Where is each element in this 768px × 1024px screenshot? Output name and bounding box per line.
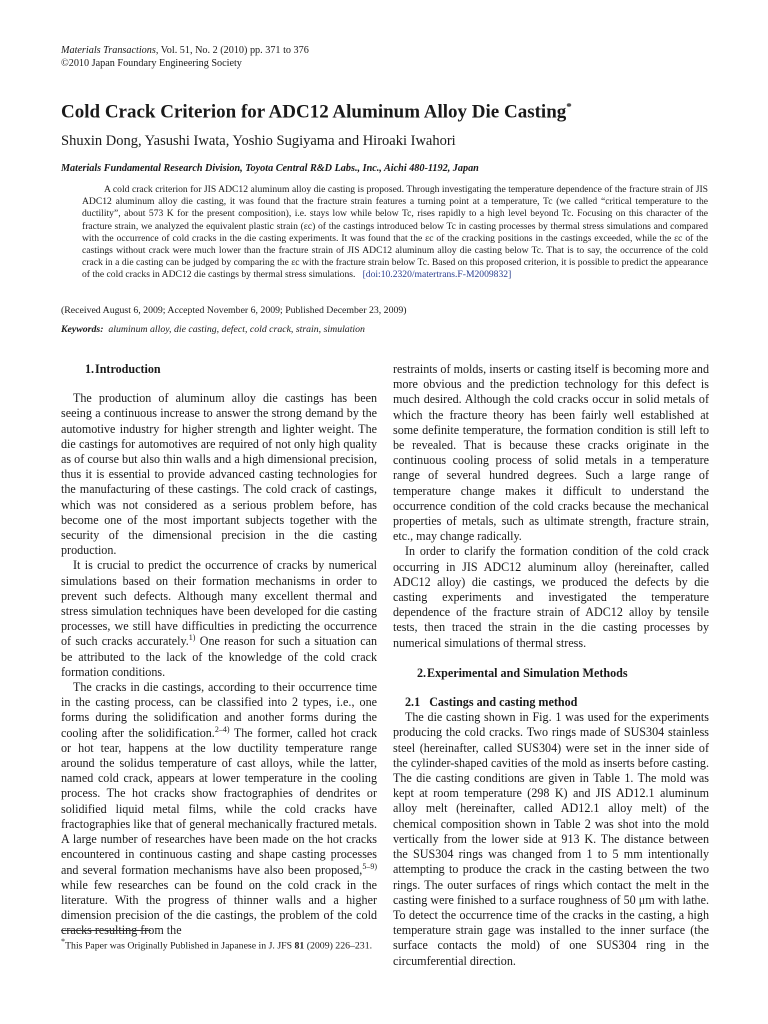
- copyright-line: ©2010 Japan Foundary Engineering Society: [61, 58, 242, 69]
- paragraph: The production of aluminum alloy die castings has been seeing a continuous increase to answer the strong demand by the automotive industry for higher strength and lighter weight. The die castings for automotives are required of not only high quality as of course but also thin walls and a high dimensional precision, thus it is essential to provide advanced casting technologies for the manufacturing of these castings. The cold crack of castings, which was not considered as a serious problem before, has become one of the most important subjects together with the security of the dimensional precision in the die casting production.: [61, 391, 377, 558]
- keywords-line: [61, 324, 365, 336]
- paragraph: [61, 558, 377, 680]
- keywords-value: aluminum alloy, die casting, defect, cold crack, strain, simulation: [108, 324, 365, 335]
- author-list: Shuxin Dong, Yasushi Iwata, Yoshio Sugiyama and Hiroaki Iwahori: [61, 133, 456, 149]
- paragraph-text: The cracks in die castings, according to their occurrence time in the casting process, can be classified into 2 types, i.e., one forms during the solidification and another forms during the cooling after the solidification.: [61, 680, 377, 740]
- footnote-text: This Paper was Originally Published in Japanese in J. JFS: [65, 940, 295, 952]
- footnote: [61, 936, 377, 952]
- abstract-text: A cold crack criterion for JIS ADC12 aluminum alloy die casting is proposed. Through investigating the temperature dependence of the fracture strain of JIS ADC12 aluminum alloy die casting, it was found that the fracture strain features a turning point at a temperature, Tc (we called “critical temperature to the ductility”, about 573 K for the present composition), i.e. stays low while below Tc, rises rapidly to a high level beyond Tc. Focusing on this character of the fracture strain, we analyzed the equivalent plastic strain (εc) of the castings introduced below Tc in casting processes by thermal stress simulations and compared with the occurrence of cold cracks in the die casting experiments. It was found that the εc of the cracking positions in the castings exceeded, while the εc of the castings without crack were much lower than the fracture strain of JIS ADC12 aluminum alloy die casting below Tc. That is to say, the occurrence of the cold crack in a die casting can be judged by comparing the εc with the fracture strain below Tc. Based on this proposed criterion, it is possible to predict the appearance of the cold cracks in ADC12 die castings by thermal stress simulations.: [82, 184, 708, 281]
- journal-header: [61, 44, 309, 70]
- keywords-label: Keywords:: [61, 324, 104, 335]
- citation-ref[interactable]: 2–4): [214, 724, 230, 734]
- paragraph: [61, 680, 377, 938]
- paper-title-text: Cold Crack Criterion for ADC12 Aluminum Alloy Die Casting: [61, 101, 567, 123]
- footnote-rule: [61, 930, 151, 931]
- section-title: Experimental and Simulation Methods: [427, 665, 628, 680]
- citation-ref[interactable]: 1): [188, 633, 196, 643]
- left-column: [61, 362, 377, 939]
- title-footnote-mark: *: [566, 101, 572, 113]
- right-column: [393, 362, 709, 969]
- section-heading-introduction: [61, 362, 377, 377]
- doi-link[interactable]: [doi:10.2320/matertrans.F-M2009832]: [362, 269, 512, 281]
- journal-citation: [61, 44, 309, 57]
- abstract: [82, 184, 708, 282]
- affiliation: Materials Fundamental Research Division, Toyota Central R&D Labs., Inc., Aichi 480-1192, Japan: [61, 163, 479, 174]
- citation-ref[interactable]: 5–9): [362, 861, 377, 871]
- paragraph-text: The former, called hot crack or hot tear, happens at the low ductility temperature range around the solidus temperature of cast alloys, while the latter, named cold crack, appears at lower temperature in the cooling process. The hot cracks show fractographies of dendrites or solidified liquid metal films, while the cold cracks have fractographies like that of general mechanically fractured metals. A large number of researches have been made on the hot cracks encountered in continuous casting and shape casting processes and several formation mechanisms have also been proposed,: [61, 725, 377, 877]
- subsection-heading-castings: [393, 695, 709, 710]
- section-number: 1.: [85, 362, 95, 376]
- volume-pages: , Vol. 51, No. 2 (2010) pp. 371 to 376: [155, 45, 309, 56]
- paragraph: restraints of molds, inserts or casting itself is becoming more and more obvious and the prediction technology for this defect is much desired. Although the cold cracks occur in solid metals of which the fracture theory has been fairly well established at some definite temperature, the formation condition is still left to be revealed. That is because these cracks originate in the continuous cooling process of solid metals in a temperature range of several hundred degrees. Such a large range of temperature change makes it difficult to understand the occurrence condition of the cold cracks because the mechanical properties of metals, such as ultimate strength, fracture strain, etc., may change radically.: [393, 362, 709, 544]
- footnote-text-end: (2009) 226–231.: [304, 940, 373, 952]
- journal-name: Materials Transactions: [61, 45, 156, 56]
- section-heading-methods: [393, 666, 709, 681]
- footnote-volume: 81: [294, 940, 305, 952]
- paragraph-text: It is crucial to predict the occurrence of cracks by numerical simulations based on their formation mechanisms in order to prevent such defects. Although many excellent thermal and stress simulation techniques have been developed for die casting processes, we still have difficulties in predicting the occurrence of such cracks accurately.: [61, 558, 377, 649]
- section-number: 2.: [417, 665, 427, 680]
- paragraph-text: while few researches can be found on the cold crack in the literature. With the progress of thinner walls and a higher dimension precision of the die castings, the problem of the cold cracks resulting from the: [61, 877, 377, 938]
- received-dates: (Received August 6, 2009; Accepted November 6, 2009; Published December 23, 2009): [61, 305, 407, 316]
- footnote-mark: *: [61, 937, 66, 946]
- section-title: Introduction: [95, 362, 161, 376]
- paragraph-text: One reason for such a situation can be attributed to the lack of the knowledge of the cold crack formation conditions.: [61, 634, 377, 679]
- paper-title: [61, 96, 721, 123]
- paragraph: In order to clarify the formation condition of the cold crack occurring in JIS ADC12 aluminum alloy (hereinafter, called ADC12 alloy) die castings, we produced the defects by die casting experiments and investigated the temperature dependence of the fracture strain of ADC12 alloy by tensile tests, then traced the strain in the die casting processes by numerical simulations of thermal stress.: [393, 544, 709, 650]
- subsection-title: Castings and casting method: [429, 695, 578, 710]
- paragraph: The die casting shown in Fig. 1 was used for the experiments producing the cold cracks. Two rings made of SUS304 stainless steel (hereinafter, called SUS304) were set in the inner side of the cylinder-shaped cavities of the mold as inserts before casting. The die casting conditions are given in Table 1. The mold was kept at room temperature (298 K) and JIS AD12.1 aluminum alloy melt (hereinafter, called AD12.1 alloy melt) of the chemical composition shown in Table 2 was shot into the mold vertically from the lower side at 913 K. The distance between the SUS304 rings was changed from 1 to 5 mm intentionally attempting to produce the crack in the casting between the two rings. The outer surfaces of rings which contact the melt in the casting were finished to a surface roughness of 50 μm with lathe. To detect the occurrence time of the cracks in the casting, a high temperature strain gage was installed to the inner surface (the surface contacts the mold) of one SUS304 ring in the circumferential direction.: [393, 710, 709, 968]
- subsection-number: 2.1: [405, 695, 421, 710]
